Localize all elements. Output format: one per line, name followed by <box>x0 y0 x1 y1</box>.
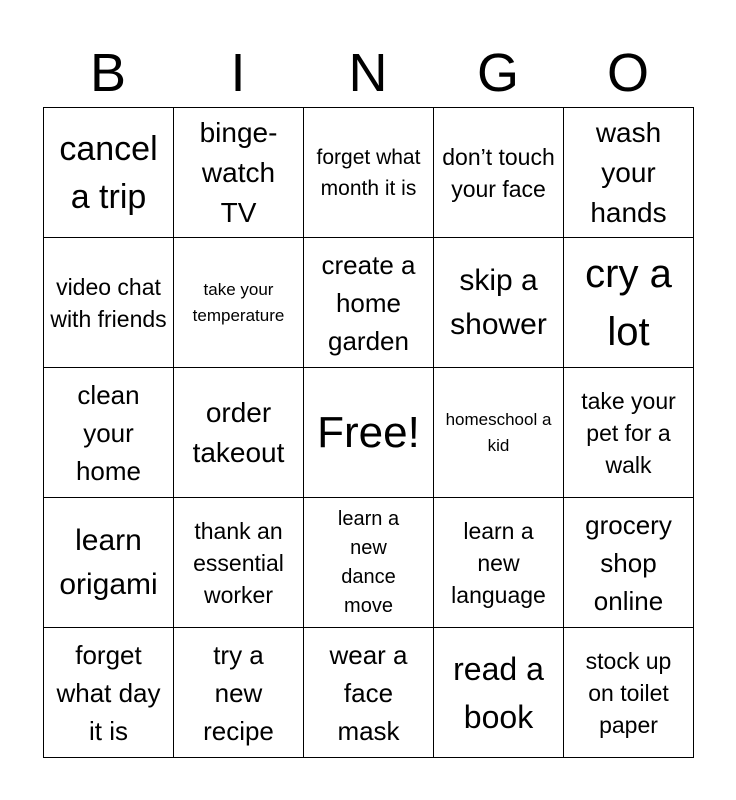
cell-text: take your pet for a walk <box>581 387 676 478</box>
bingo-cell[interactable] <box>304 368 434 498</box>
cell-text: binge-watch TV <box>199 116 278 228</box>
bingo-cell[interactable] <box>304 498 434 628</box>
cell-text: grocery shop online <box>585 509 672 616</box>
bingo-cell[interactable] <box>564 238 694 368</box>
bingo-cell[interactable] <box>44 498 174 628</box>
cell-text: learn a new dance move <box>337 507 400 617</box>
cell-text: stock up on toilet paper <box>585 647 672 738</box>
cell-text: Free! <box>317 407 420 457</box>
bingo-cell[interactable] <box>174 108 304 238</box>
bingo-cell[interactable] <box>434 108 564 238</box>
bingo-cell[interactable] <box>44 368 174 498</box>
cell-text: skip a shower <box>450 263 547 341</box>
bingo-cell[interactable] <box>174 498 304 628</box>
bingo-cell[interactable] <box>304 238 434 368</box>
cell-text: homeschool a kid <box>445 409 552 455</box>
bingo-cell[interactable] <box>564 498 694 628</box>
bingo-cell[interactable] <box>434 498 564 628</box>
bingo-cell[interactable] <box>434 368 564 498</box>
bingo-cell[interactable] <box>564 628 694 758</box>
bingo-cell[interactable] <box>564 368 694 498</box>
cell-text: create a home garden <box>321 249 416 356</box>
cell-text: cry a lot <box>585 251 672 354</box>
header-letter-i: I <box>230 43 246 103</box>
bingo-header <box>43 38 693 108</box>
bingo-cell[interactable] <box>44 238 174 368</box>
cell-text: read a book <box>453 650 544 735</box>
bingo-cell[interactable] <box>44 628 174 758</box>
bingo-cell[interactable] <box>304 108 434 238</box>
bingo-cell[interactable] <box>434 238 564 368</box>
header-letter-g: G <box>476 43 519 103</box>
header-letter-b: B <box>89 43 127 103</box>
cell-text: wash your hands <box>590 116 667 228</box>
bingo-cell[interactable] <box>174 238 304 368</box>
cell-text: thank an essential worker <box>193 517 284 608</box>
cell-text: learn a new language <box>451 517 546 608</box>
bingo-cell[interactable] <box>564 108 694 238</box>
bingo-cell[interactable] <box>174 628 304 758</box>
cell-text: don’t touch your face <box>442 143 555 202</box>
cell-text: order takeout <box>192 396 285 468</box>
cell-text: learn origami <box>59 523 158 601</box>
cell-text: clean your home <box>75 379 142 486</box>
cell-text: try a new recipe <box>203 639 274 746</box>
cell-text: video chat with friends <box>50 273 167 332</box>
cell-text: forget what day it is <box>56 639 161 746</box>
cell-text: wear a face mask <box>329 639 408 746</box>
bingo-cell[interactable] <box>304 628 434 758</box>
header-letter-n: N <box>348 43 388 103</box>
cell-text: forget what month it is <box>316 145 421 200</box>
bingo-cell[interactable] <box>174 368 304 498</box>
bingo-cell[interactable] <box>434 628 564 758</box>
bingo-grid <box>43 107 694 758</box>
bingo-cell[interactable] <box>44 108 174 238</box>
cell-text: cancel a trip <box>59 129 158 216</box>
cell-text: take your temperature <box>192 279 285 325</box>
header-letter-o: O <box>606 43 649 103</box>
